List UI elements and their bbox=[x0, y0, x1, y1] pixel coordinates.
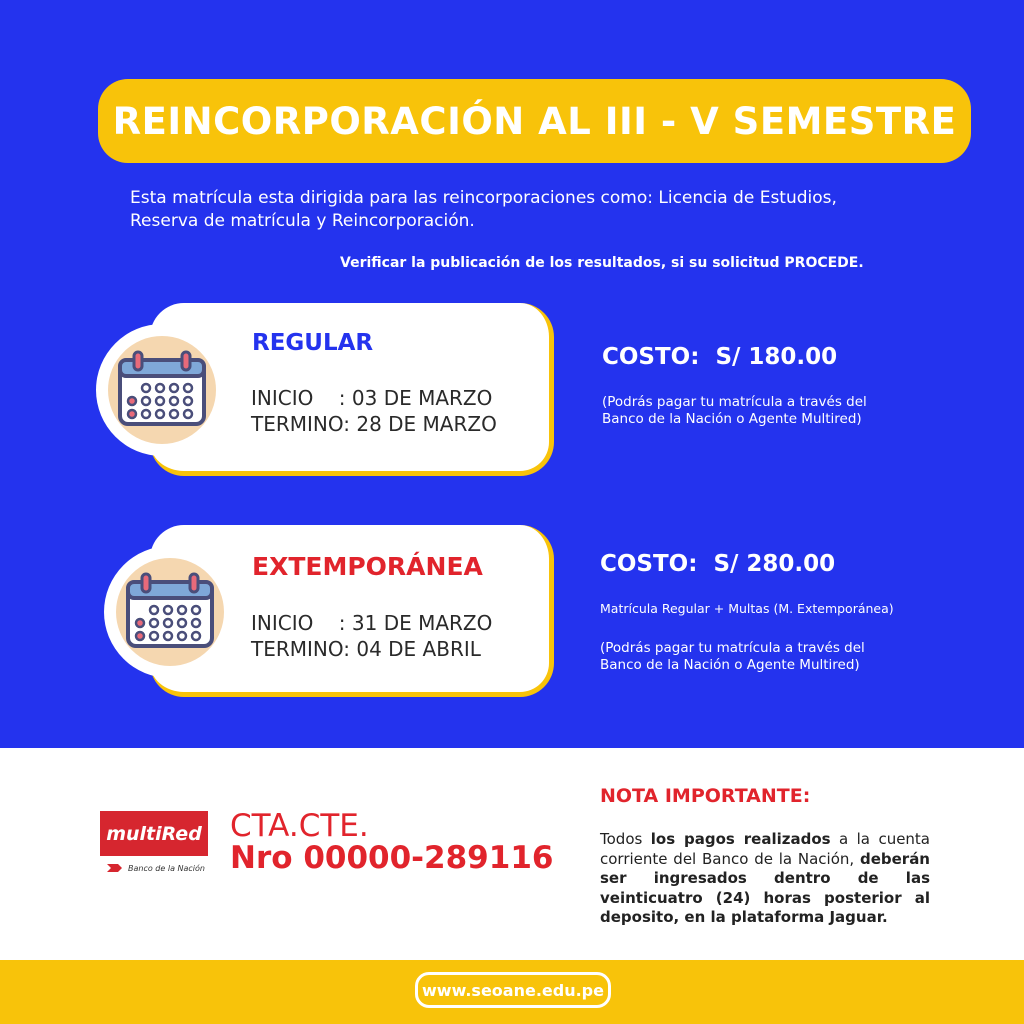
nota-text-3: a la cuenta corriente del Banco de la Nación, bbox=[600, 830, 931, 868]
calendar-icon bbox=[122, 572, 218, 652]
regular-end-date: TERMINO: 28 DE MARZO bbox=[251, 412, 497, 436]
extemporanea-payment-note bbox=[600, 640, 865, 674]
nota-title: NOTA IMPORTANTE: bbox=[600, 785, 811, 807]
extemporanea-cost: COSTO: S/ 280.00 bbox=[600, 551, 836, 577]
intro-text bbox=[130, 187, 950, 233]
banco-nacion-icon bbox=[106, 862, 124, 874]
intro-line-1: Esta matrícula esta dirigida para las reincorporaciones como: Licencia de Estudios, bbox=[130, 188, 837, 208]
nota-body bbox=[600, 830, 930, 928]
extemporanea-cost-detail: Matrícula Regular + Multas (M. Extemporánea) bbox=[600, 601, 894, 616]
title-banner bbox=[98, 79, 971, 163]
regular-note-line-2: Banco de la Nación o Agente Multired) bbox=[602, 411, 862, 427]
extemporanea-note-line-1: (Podrás pagar tu matrícula a través del bbox=[600, 640, 865, 656]
multired-logo bbox=[100, 811, 208, 856]
banco-nacion-text: Banco de la Nación bbox=[128, 863, 205, 873]
account-label: CTA.CTE. bbox=[230, 808, 369, 844]
multired-logo-text: multiRed bbox=[106, 822, 202, 845]
nota-text-2: los pagos realizados bbox=[650, 830, 831, 848]
page-title: REINCORPORACIÓN AL III - V SEMESTRE bbox=[112, 99, 957, 143]
website-url[interactable]: www.seoane.edu.pe bbox=[422, 980, 604, 1000]
account-number: Nro 00000-289116 bbox=[230, 840, 554, 876]
calendar-icon bbox=[114, 350, 210, 430]
extemporanea-calendar-badge bbox=[104, 546, 236, 678]
regular-payment-note bbox=[602, 394, 867, 428]
regular-note-line-1: (Podrás pagar tu matrícula a través del bbox=[602, 394, 867, 410]
intro-line-2: Reserva de matrícula y Reincorporación. bbox=[130, 211, 475, 231]
regular-start-date: INICIO : 03 DE MARZO bbox=[251, 386, 493, 410]
extemporanea-start-date: INICIO : 31 DE MARZO bbox=[251, 611, 493, 635]
extemporanea-heading: EXTEMPORÁNEA bbox=[252, 552, 483, 581]
regular-cost: COSTO: S/ 180.00 bbox=[602, 344, 838, 370]
regular-calendar-badge bbox=[96, 324, 228, 456]
website-link[interactable] bbox=[415, 972, 611, 1008]
extemporanea-note-line-2: Banco de la Nación o Agente Multired) bbox=[600, 657, 860, 673]
banco-nacion-logo bbox=[106, 862, 205, 874]
nota-text-1: Todos bbox=[600, 830, 651, 848]
verify-text: Verificar la publicación de los resultados, si su solicitud PROCEDE. bbox=[340, 255, 864, 271]
nota-text-4: deberán ser ingresados dentro de las veinticuatro (24) horas posterior al deposito, en la plataforma Jaguar. bbox=[600, 849, 930, 926]
regular-heading: REGULAR bbox=[252, 330, 374, 356]
extemporanea-end-date: TERMINO: 04 DE ABRIL bbox=[251, 637, 481, 661]
